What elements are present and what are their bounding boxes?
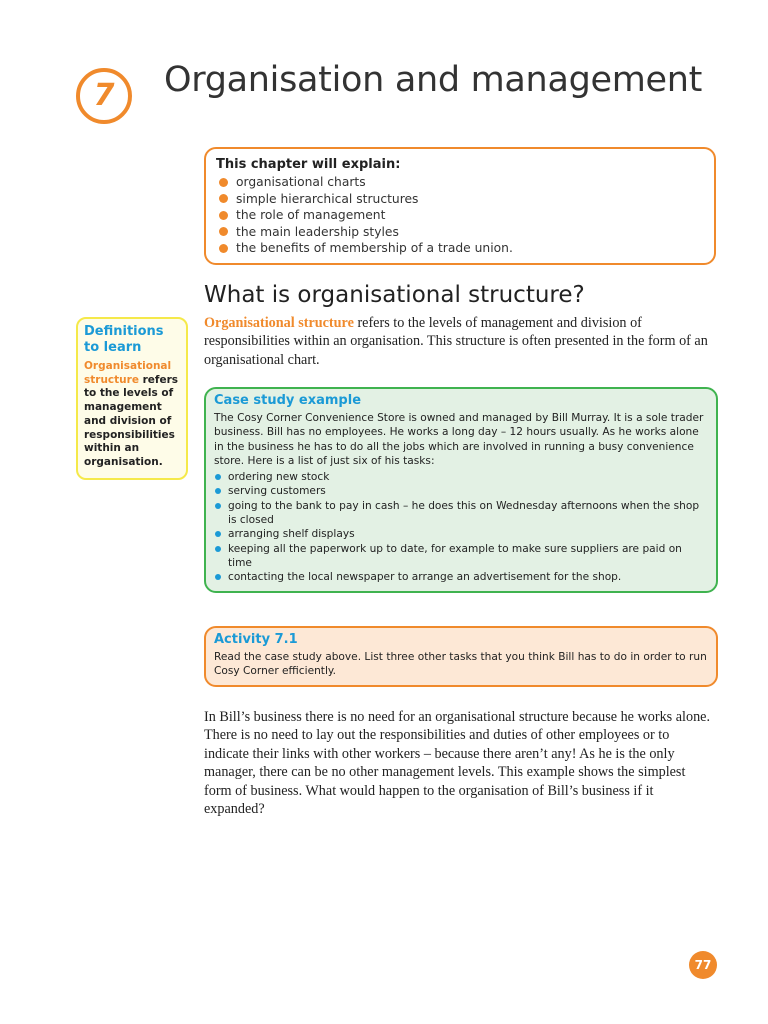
case-study-task	[214, 470, 708, 484]
chapter-number-badge: 7	[76, 68, 132, 124]
chapter-explain-box	[204, 147, 716, 265]
blue-bullet-icon	[215, 503, 221, 509]
activity-box	[204, 626, 718, 687]
task-text: contacting the local newspaper to arrange an advertisement for the shop.	[228, 571, 622, 584]
intro-term: Organisational structure	[204, 315, 354, 331]
explain-item-text: the main leadership styles	[236, 224, 399, 239]
section-heading: What is organisational structure?	[204, 282, 585, 308]
explain-item	[216, 240, 704, 257]
case-study-title: Case study example	[214, 393, 362, 408]
task-text: serving customers	[228, 485, 326, 498]
definition-term: Organisational structure	[84, 360, 172, 386]
explain-item	[216, 224, 704, 241]
case-study-task-list	[214, 470, 708, 584]
case-study-task	[214, 570, 708, 584]
explain-item	[216, 174, 704, 191]
orange-bullet-icon	[219, 211, 228, 220]
task-text: ordering new stock	[228, 471, 330, 484]
chapter-title: Organisation and management	[164, 60, 703, 100]
orange-bullet-icon	[219, 227, 228, 236]
definition-body: refers to the levels of management and division of responsibilities within an organisation.	[84, 373, 179, 468]
definitions-box	[76, 317, 188, 480]
explain-item-text: simple hierarchical structures	[236, 191, 419, 206]
case-study-task	[214, 484, 708, 498]
case-study-task	[214, 542, 708, 571]
case-study-task	[214, 499, 708, 528]
explain-item-text: the benefits of membership of a trade union.	[236, 241, 513, 256]
activity-text: Read the case study above. List three other tasks that you think Bill has to do in order to run Cosy Corner efficiently.	[214, 651, 707, 678]
activity-title: Activity 7.1	[214, 632, 298, 647]
definition-text	[84, 360, 180, 470]
page-number-badge: 77	[689, 951, 717, 979]
closing-paragraph: In Bill’s business there is no need for an organisational structure because he works alone. There is no need to lay out the responsibilities and duties of other employees or to indicate their links with other workers – because there aren’t any! As he is the only manager, there can be no other management levels. This example shows the simplest form of business. What would happen to the organisation of Bill’s business if it expanded?	[204, 709, 711, 818]
explain-item-text: organisational charts	[236, 175, 366, 189]
blue-bullet-icon	[215, 474, 221, 480]
orange-bullet-icon	[219, 178, 228, 187]
explain-box-title: This chapter will explain:	[216, 157, 401, 172]
task-text: keeping all the paperwork up to date, for example to make sure suppliers are paid on time	[228, 542, 682, 569]
intro-text: refers to the levels of management and division of responsibilities within an organisation. This structure is often presented in the form of an organisational chart.	[204, 315, 708, 368]
case-study-paragraph: The Cosy Corner Convenience Store is owned and managed by Bill Murray. It is a sole trader business. Bill has no employees. He works a long day – 12 hours usually. As he works alone in the business he has to do all the jobs which are involved in running a busy convenience store. Here is a list of just six of his tasks:	[214, 412, 704, 467]
task-text: arranging shelf displays	[228, 528, 355, 541]
blue-bullet-icon	[215, 488, 221, 494]
orange-bullet-icon	[219, 194, 228, 203]
blue-bullet-icon	[215, 546, 221, 552]
task-text: going to the bank to pay in cash – he does this on Wednesday afternoons when the shop is closed	[228, 499, 700, 527]
definitions-title: Definitions to learn	[84, 324, 164, 355]
orange-bullet-icon	[219, 244, 228, 253]
explain-list	[216, 174, 704, 257]
blue-bullet-icon	[215, 574, 221, 580]
blue-bullet-icon	[215, 531, 221, 537]
intro-paragraph	[204, 314, 716, 369]
explain-item-text: the role of management	[236, 208, 386, 223]
case-study-box	[204, 387, 718, 593]
explain-item	[216, 191, 704, 208]
case-study-task	[214, 527, 708, 541]
explain-item	[216, 207, 704, 224]
